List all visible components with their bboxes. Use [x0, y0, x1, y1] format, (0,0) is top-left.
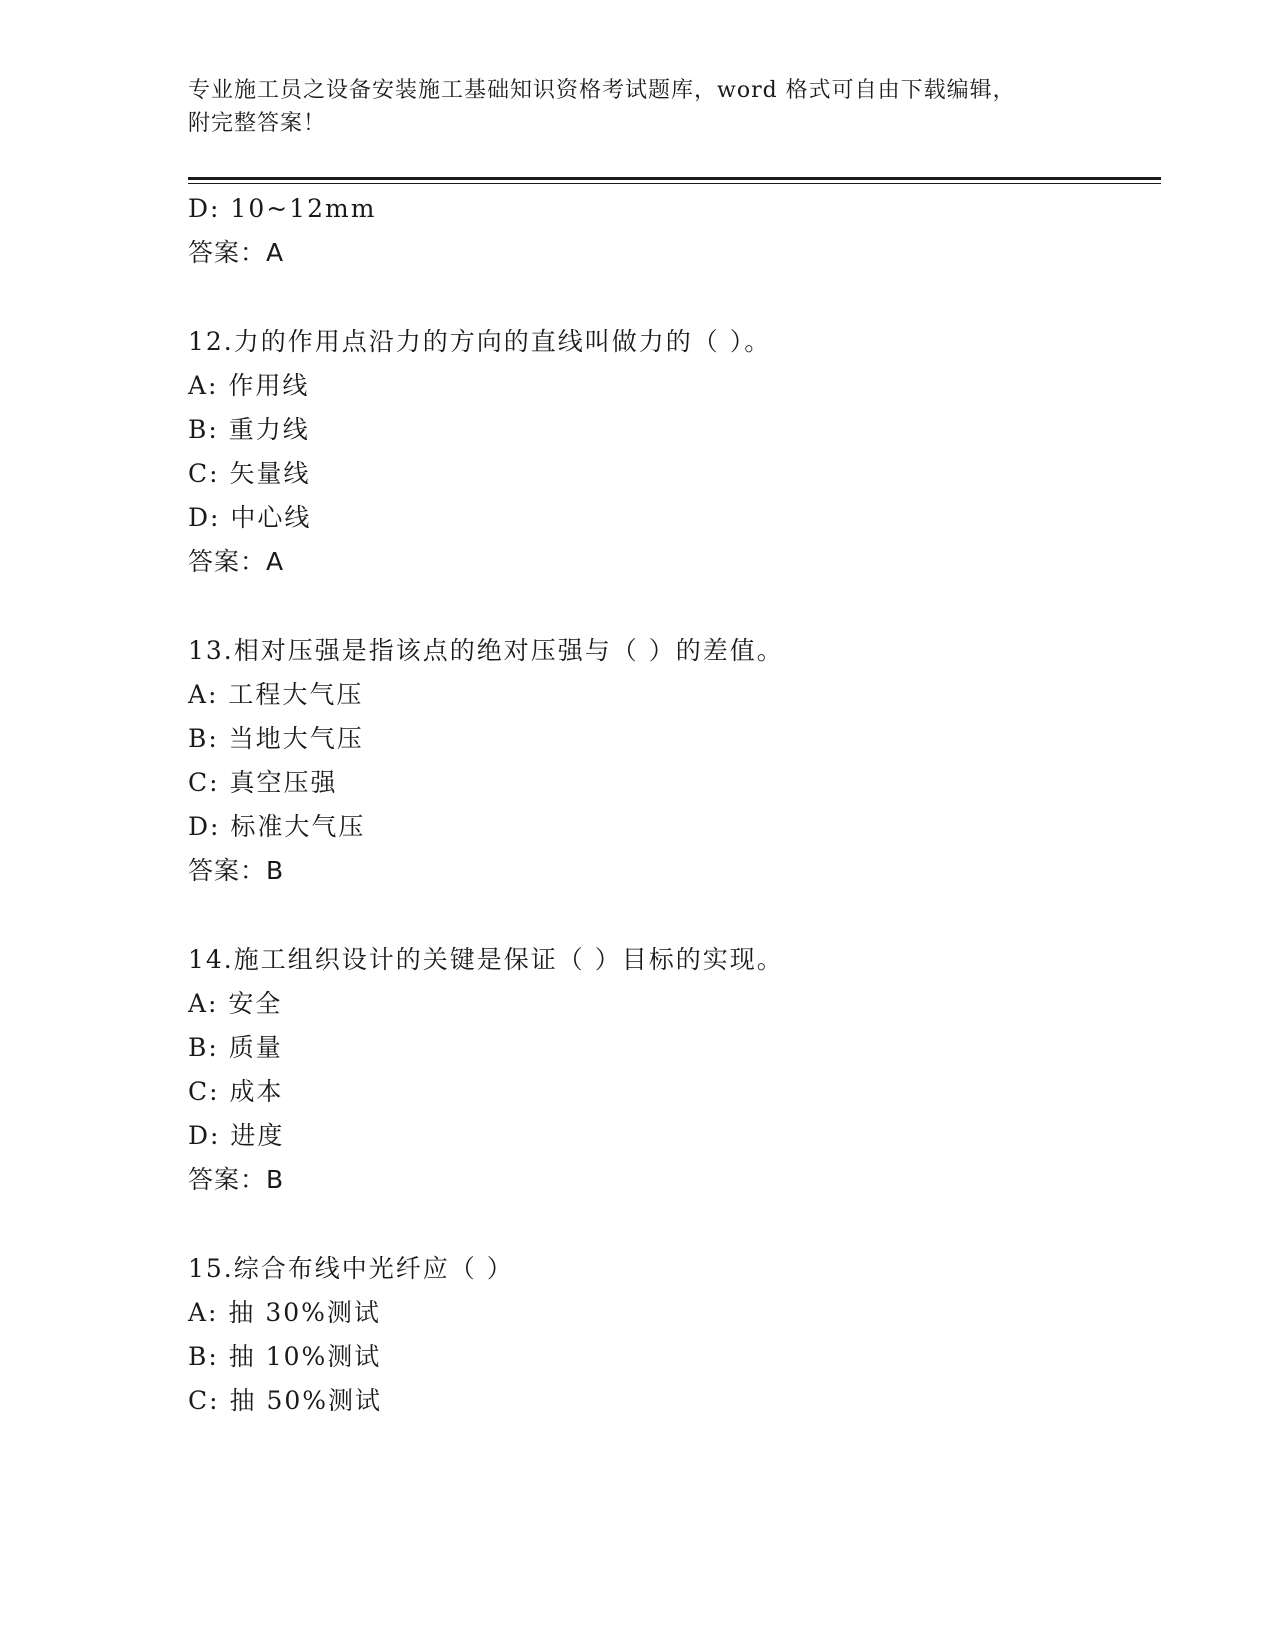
- q13-option-b: B: 当地大气压: [188, 724, 364, 753]
- header-line-2: 附完整答案！: [188, 111, 327, 136]
- q15-option-a: A: 抽 30%测试: [188, 1298, 381, 1327]
- header-divider-thick: [188, 177, 1161, 180]
- q14-stem: 14.施工组织设计的关键是保证（ ）目标的实现。: [188, 945, 784, 974]
- q13-option-a: A: 工程大气压: [188, 680, 364, 709]
- q12-answer: 答案：A: [188, 547, 285, 576]
- q13-option-c: C: 真空压强: [188, 768, 338, 797]
- header-line-1: 专业施工员之设备安装施工基础知识资格考试题库，word 格式可自由下载编辑，: [188, 78, 1016, 103]
- q12-option-d: D: 中心线: [188, 503, 312, 532]
- q13-answer: 答案：B: [188, 856, 285, 885]
- q14-option-a: A: 安全: [188, 989, 283, 1018]
- q12-option-c: C: 矢量线: [188, 459, 311, 488]
- q14-option-b: B: 质量: [188, 1033, 283, 1062]
- q11-option-d: D: 10~12mm: [188, 194, 377, 223]
- q12-stem: 12.力的作用点沿力的方向的直线叫做力的（ ）。: [188, 327, 772, 356]
- q14-answer: 答案：B: [188, 1165, 285, 1194]
- q14-option-d: D: 进度: [188, 1121, 285, 1150]
- q14-option-c: C: 成本: [188, 1077, 284, 1106]
- q15-option-c: C: 抽 50%测试: [188, 1386, 383, 1415]
- q13-stem: 13.相对压强是指该点的绝对压强与（ ）的差值。: [188, 636, 784, 665]
- q12-option-b: B: 重力线: [188, 415, 310, 444]
- q11-answer: 答案：A: [188, 238, 285, 267]
- q15-stem: 15.综合布线中光纤应（ ）: [188, 1254, 514, 1283]
- header-divider-thin: [188, 183, 1161, 184]
- q13-option-d: D: 标准大气压: [188, 812, 366, 841]
- q12-option-a: A: 作用线: [188, 371, 310, 400]
- q15-option-b: B: 抽 10%测试: [188, 1342, 382, 1371]
- document-header: [188, 74, 1088, 140]
